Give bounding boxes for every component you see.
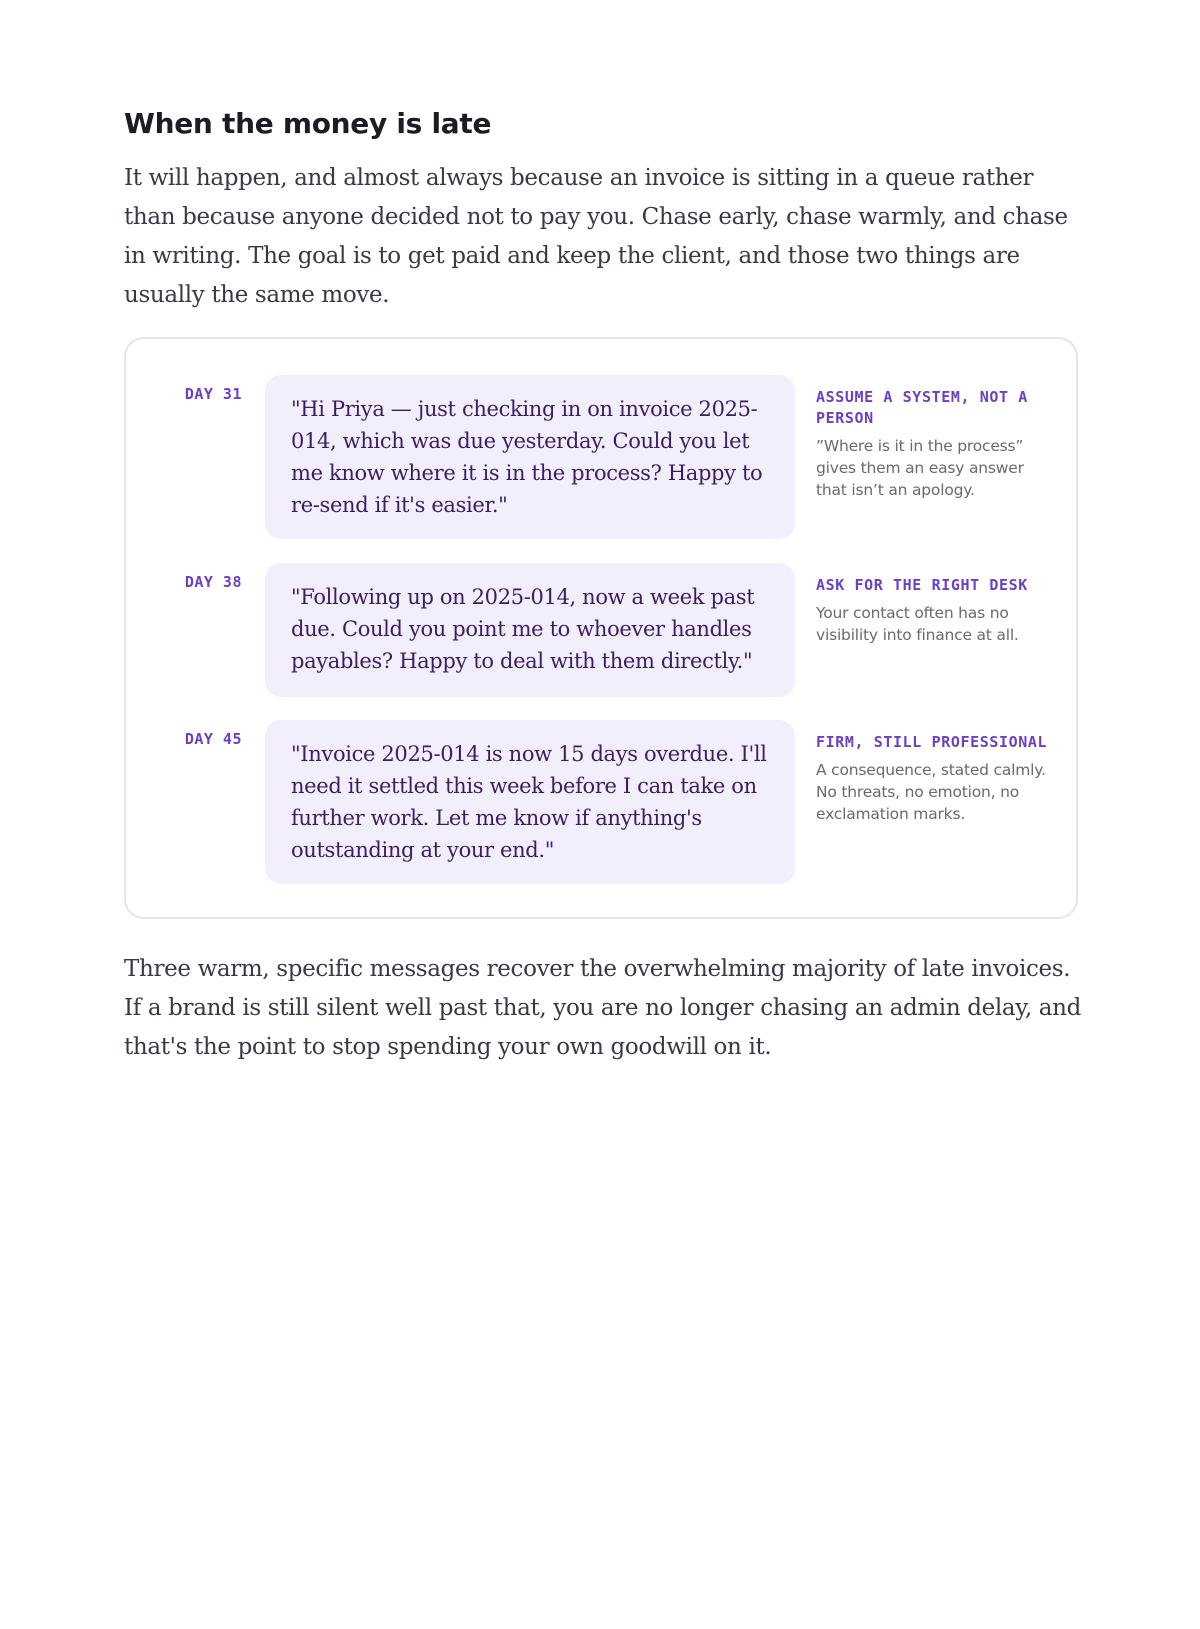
tip-note: [816, 387, 1048, 501]
follow-up-timeline-card: [124, 337, 1078, 919]
message-bubble: "Hi Priya — just checking in on invoice 2025-014, which was due yesterday. Could you let me know where it is in the process? Happy to re-send if it's easier.": [265, 375, 795, 539]
tip-note: [816, 732, 1048, 825]
day-label: DAY 45: [184, 730, 242, 748]
section-heading: When the money is late: [124, 107, 492, 140]
tip-title: ASK FOR THE RIGHT DESK: [816, 576, 1028, 594]
tip-title: ASSUME A SYSTEM, NOT A PERSON: [816, 388, 1028, 427]
tip-body: Your contact often has no visibility into finance at all.: [816, 604, 1019, 644]
message-bubble: "Following up on 2025-014, now a week past due. Could you point me to whoever handles payables? Happy to deal with them directly.": [265, 563, 795, 697]
intro-paragraph: It will happen, and almost always because an invoice is sitting in a queue rather than because anyone decided not to pay you. Chase early, chase warmly, and chase in writing. The goal is to get paid and keep the client, and those two things are usually the same move.: [124, 165, 1068, 308]
day-label: DAY 31: [184, 385, 242, 403]
tip-note: [816, 575, 1048, 646]
closing-paragraph: Three warm, specific messages recover the overwhelming majority of late invoices. If a brand is still silent well past that, you are no longer chasing an admin delay, and that's the point to stop spending your own goodwill on it.: [124, 956, 1081, 1060]
tip-body: A consequence, stated calmly. No threats, no emotion, no exclamation marks.: [816, 761, 1046, 823]
tip-body: ”Where is it in the process” gives them an easy answer that isn’t an apology.: [816, 437, 1024, 499]
day-label: DAY 38: [184, 573, 242, 591]
message-bubble: "Invoice 2025-014 is now 15 days overdue. I'll need it settled this week before I can take on further work. Let me know if anything's outstanding at your end.": [265, 720, 795, 884]
tip-title: FIRM, STILL PROFESSIONAL: [816, 733, 1048, 751]
